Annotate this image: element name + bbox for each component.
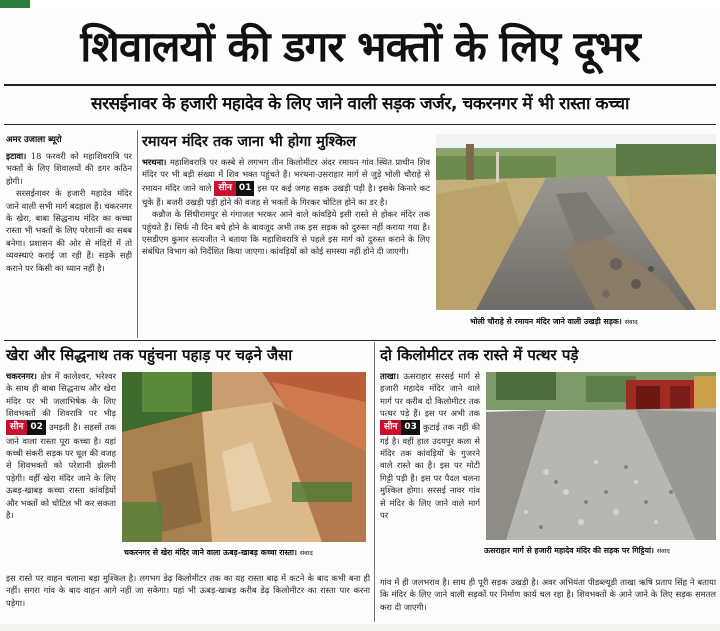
photo3-caption bbox=[484, 545, 670, 557]
photo3-caption-text: ऊसराहार मार्ग से हजारी महादेव मंदिर की सड़क पर गिट्टियां। bbox=[484, 546, 654, 555]
photo-broken-road-ramayan-image bbox=[436, 134, 716, 310]
story1-text-1a: महाशिवरात्रि पर कस्बे से लगभग तीन किलोमीटर अंदर रमायन गांव स्थित प्राचीन शिव मंदिर पर भी बड़ी संख्या में शिव भक्त पहुंचते हैं। भरथना-उसराहार मार्ग से जुड़े भोली चौराहे से रमायन मंदिर जाने वाले bbox=[142, 157, 430, 193]
intro-para-1 bbox=[6, 150, 132, 187]
photo-broken-road-ramayan bbox=[436, 134, 716, 310]
section-tab bbox=[0, 0, 30, 8]
story2-dateline: चकरनगर। bbox=[6, 371, 37, 381]
story3-body-a bbox=[380, 370, 480, 576]
scene-badge-01 bbox=[214, 181, 254, 196]
story2-text-b: उमड़ती है। सहसों तक जाने वाला रास्ता पूरा कच्चा है। यहां कच्ची संकरी सड़क पर धूल की वजह से शिवभक्तों को परेशानी झेलनी पड़ेगी। वहीं खेरा मंदिर जाने के लिए ऊबड़-खाबड़ कच्चा रास्ता कांवड़ियों और भक्तों को चोटिल भी कर सकता है। bbox=[6, 421, 116, 521]
story2-heading: खेरा और सिद्धनाथ तक पहुंचना पहाड़ पर चढ़ने जैसा bbox=[6, 346, 293, 364]
bottom-strip bbox=[0, 624, 720, 631]
story1-para-1 bbox=[142, 156, 430, 208]
story1-body bbox=[142, 156, 430, 336]
scene-label: सीन bbox=[218, 182, 232, 193]
photo2-credit: संवाद bbox=[299, 549, 313, 557]
story2-para-a bbox=[6, 370, 116, 521]
story2-body-c bbox=[6, 572, 370, 622]
mid-rule bbox=[4, 340, 716, 341]
story3-text-a: ऊसराहार सरसई मार्ग से हजारी महादेव मंदिर जाने वाले मार्ग पर करीब दो किलोमीटर तक पत्थर पड़े हैं। इस पर अभी तक bbox=[380, 371, 480, 419]
photo1-caption bbox=[470, 316, 638, 328]
scene-badge-02 bbox=[6, 420, 46, 435]
photo-gitti-road-hazari-image bbox=[486, 372, 716, 540]
photo1-credit: संवाद bbox=[624, 318, 638, 326]
story1-text-1b: इस पर कई जगह सड़क उखड़ी पड़ी है। इसके किनारे कट चुके हैं। बजरी उखड़ी पड़ी होने की वजह से भक्तों के गिरकर चोटिल होने का डर है। bbox=[142, 182, 430, 207]
story1-para-2: कन्नौज के सिंधीरामपुर से गंगाजल भरकर आने वाले कांवड़िये इसी रास्ते से होकर मंदिर तक पहुंचते हैं। सिर्फ नौ दिन बचे होने के बावजूद अभी तक इस सड़क को दुरुस्त नहीं कराया गया है। एसडीएम कुमार सत्यजीत ने बताया कि महाशिवरात्रि से पहले इस मार्ग को दुरुस्त कराने के लिए संबंधित विभाग को निर्देशित किया जाएगा। कांवड़ियों को कोई समस्या नहीं होने दी जाएगी। bbox=[142, 209, 430, 257]
page-headline: शिवालयों की डगर भक्तों के लिए दूभर bbox=[80, 22, 640, 71]
story2-para-c: इस रास्ते पर वाहन चलाना बड़ा मुश्किल है। लगभग डेढ़ किलोमीटर तक का यह रास्ता बाढ़ में कटने के बाद कभी बना ही नहीं। सगरा गांव के बाद वाहन आगे नहीं जा सकेगा। यहां भी ऊबड़-खाबड़ करीब डेढ़ किलोमीटर का रास्ता पार करना पड़ेगा। bbox=[6, 573, 370, 608]
story1-dateline: भरथना। bbox=[142, 157, 167, 167]
story1-heading: रमायन मंदिर तक जाना भी होगा मुश्किल bbox=[142, 134, 356, 150]
scene-label: सीन bbox=[384, 421, 398, 432]
photo2-caption-text: चकरनगर से खेरा मंदिर जाने वाला ऊबड़-खाबड़ कच्चा रास्ता। bbox=[124, 548, 297, 557]
story3-para-a bbox=[380, 370, 480, 521]
story3-para-c: गांव में ही जलभराव है। साथ ही पूरी सड़क उखड़ी है। अवर अभियंता पीडब्ल्यूडी ताखा ऋषि प्रताप सिंह ने बताया कि मंदिर के लिए जाने वाली सड़कों पर निर्माण कार्य चल रहा है। शिवभक्तों के आने जाने के लिए सड़क समतल करा दी जाएगी। bbox=[380, 577, 716, 612]
byline: अमर उजाला ब्यूरो bbox=[6, 135, 62, 145]
intro-column bbox=[6, 150, 132, 336]
photo2-caption bbox=[124, 547, 313, 559]
story3-text-b: कुटाई तक नहीं की गई है। वहीं हाल उदयपुर कला से मंदिर तक कांवड़ियों के गुजरने वाले रास्ते का है। इस पर मोटी गिट्टी पड़ी है। इस पर पैदल चलना मुश्किल होगा। सरसई नावर गांव से मंदिर के लिए जाने वाले मार्ग पर bbox=[380, 421, 480, 521]
page-subheadline: सरसईनावर के हजारी महादेव के लिए जाने वाली सड़क जर्जर, चकरनगर में भी रास्ता कच्चा bbox=[90, 94, 630, 114]
intro-text-1: 18 फरवरी को महाशिवरात्रि पर भक्तों के लिए शिवालयों की डगर कठिन होगी। bbox=[6, 151, 132, 186]
intro-dateline: इटावा। bbox=[6, 151, 27, 161]
column-divider-1 bbox=[137, 130, 138, 338]
photo3-credit: संवाद bbox=[656, 547, 670, 555]
story3-heading: दो किलोमीटर तक रास्ते में पत्थर पड़े bbox=[380, 346, 579, 364]
scene-badge-03 bbox=[380, 420, 420, 435]
photo1-caption-text: भोली चौराहे से रमायन मंदिर जाने वाली उखड़ी सड़क। bbox=[470, 317, 622, 326]
scene-number: 02 bbox=[27, 420, 46, 435]
scene-number: 01 bbox=[236, 181, 255, 196]
scene-label: सीन bbox=[10, 421, 24, 432]
scene-number: 03 bbox=[401, 420, 420, 435]
story3-body-c bbox=[380, 576, 716, 622]
intro-para-2: सरसईनावर के हजारी महादेव मंदिर जाने वाली सभी मार्ग बदहाल हैं। चकरनगर के खेरा, बाबा सिद्धनाथ मंदिर का कच्चा रास्ता भी भक्तों के लिए परेशानी का सबब बनेगा। प्रशासन की ओर से मंदिरों में तो व्यवस्थाएं कराई जा रही हैं। सड़कें सही कराने पर किसी का ध्यान नहीं है। bbox=[6, 188, 132, 273]
photo-gitti-road-hazari bbox=[486, 372, 716, 540]
column-divider-2 bbox=[374, 342, 375, 622]
story2-text-a: क्षेत्र में कालेश्वर, भरेश्वर के साथ ही बाबा सिद्धनाथ और खेरा मंदिर पर भी जलाभिषेक के लिए शिवभक्तों की शिवरात्रि पर भीड़ bbox=[6, 371, 116, 419]
photo-kachcha-rasta-khera bbox=[122, 372, 366, 542]
photo-kachcha-rasta-khera-image bbox=[122, 372, 366, 542]
story3-dateline: ताखा। bbox=[380, 371, 399, 381]
headline-rule bbox=[4, 84, 716, 86]
top-strip bbox=[0, 0, 720, 10]
story2-body-a bbox=[6, 370, 116, 570]
subhead-rule bbox=[4, 124, 716, 125]
